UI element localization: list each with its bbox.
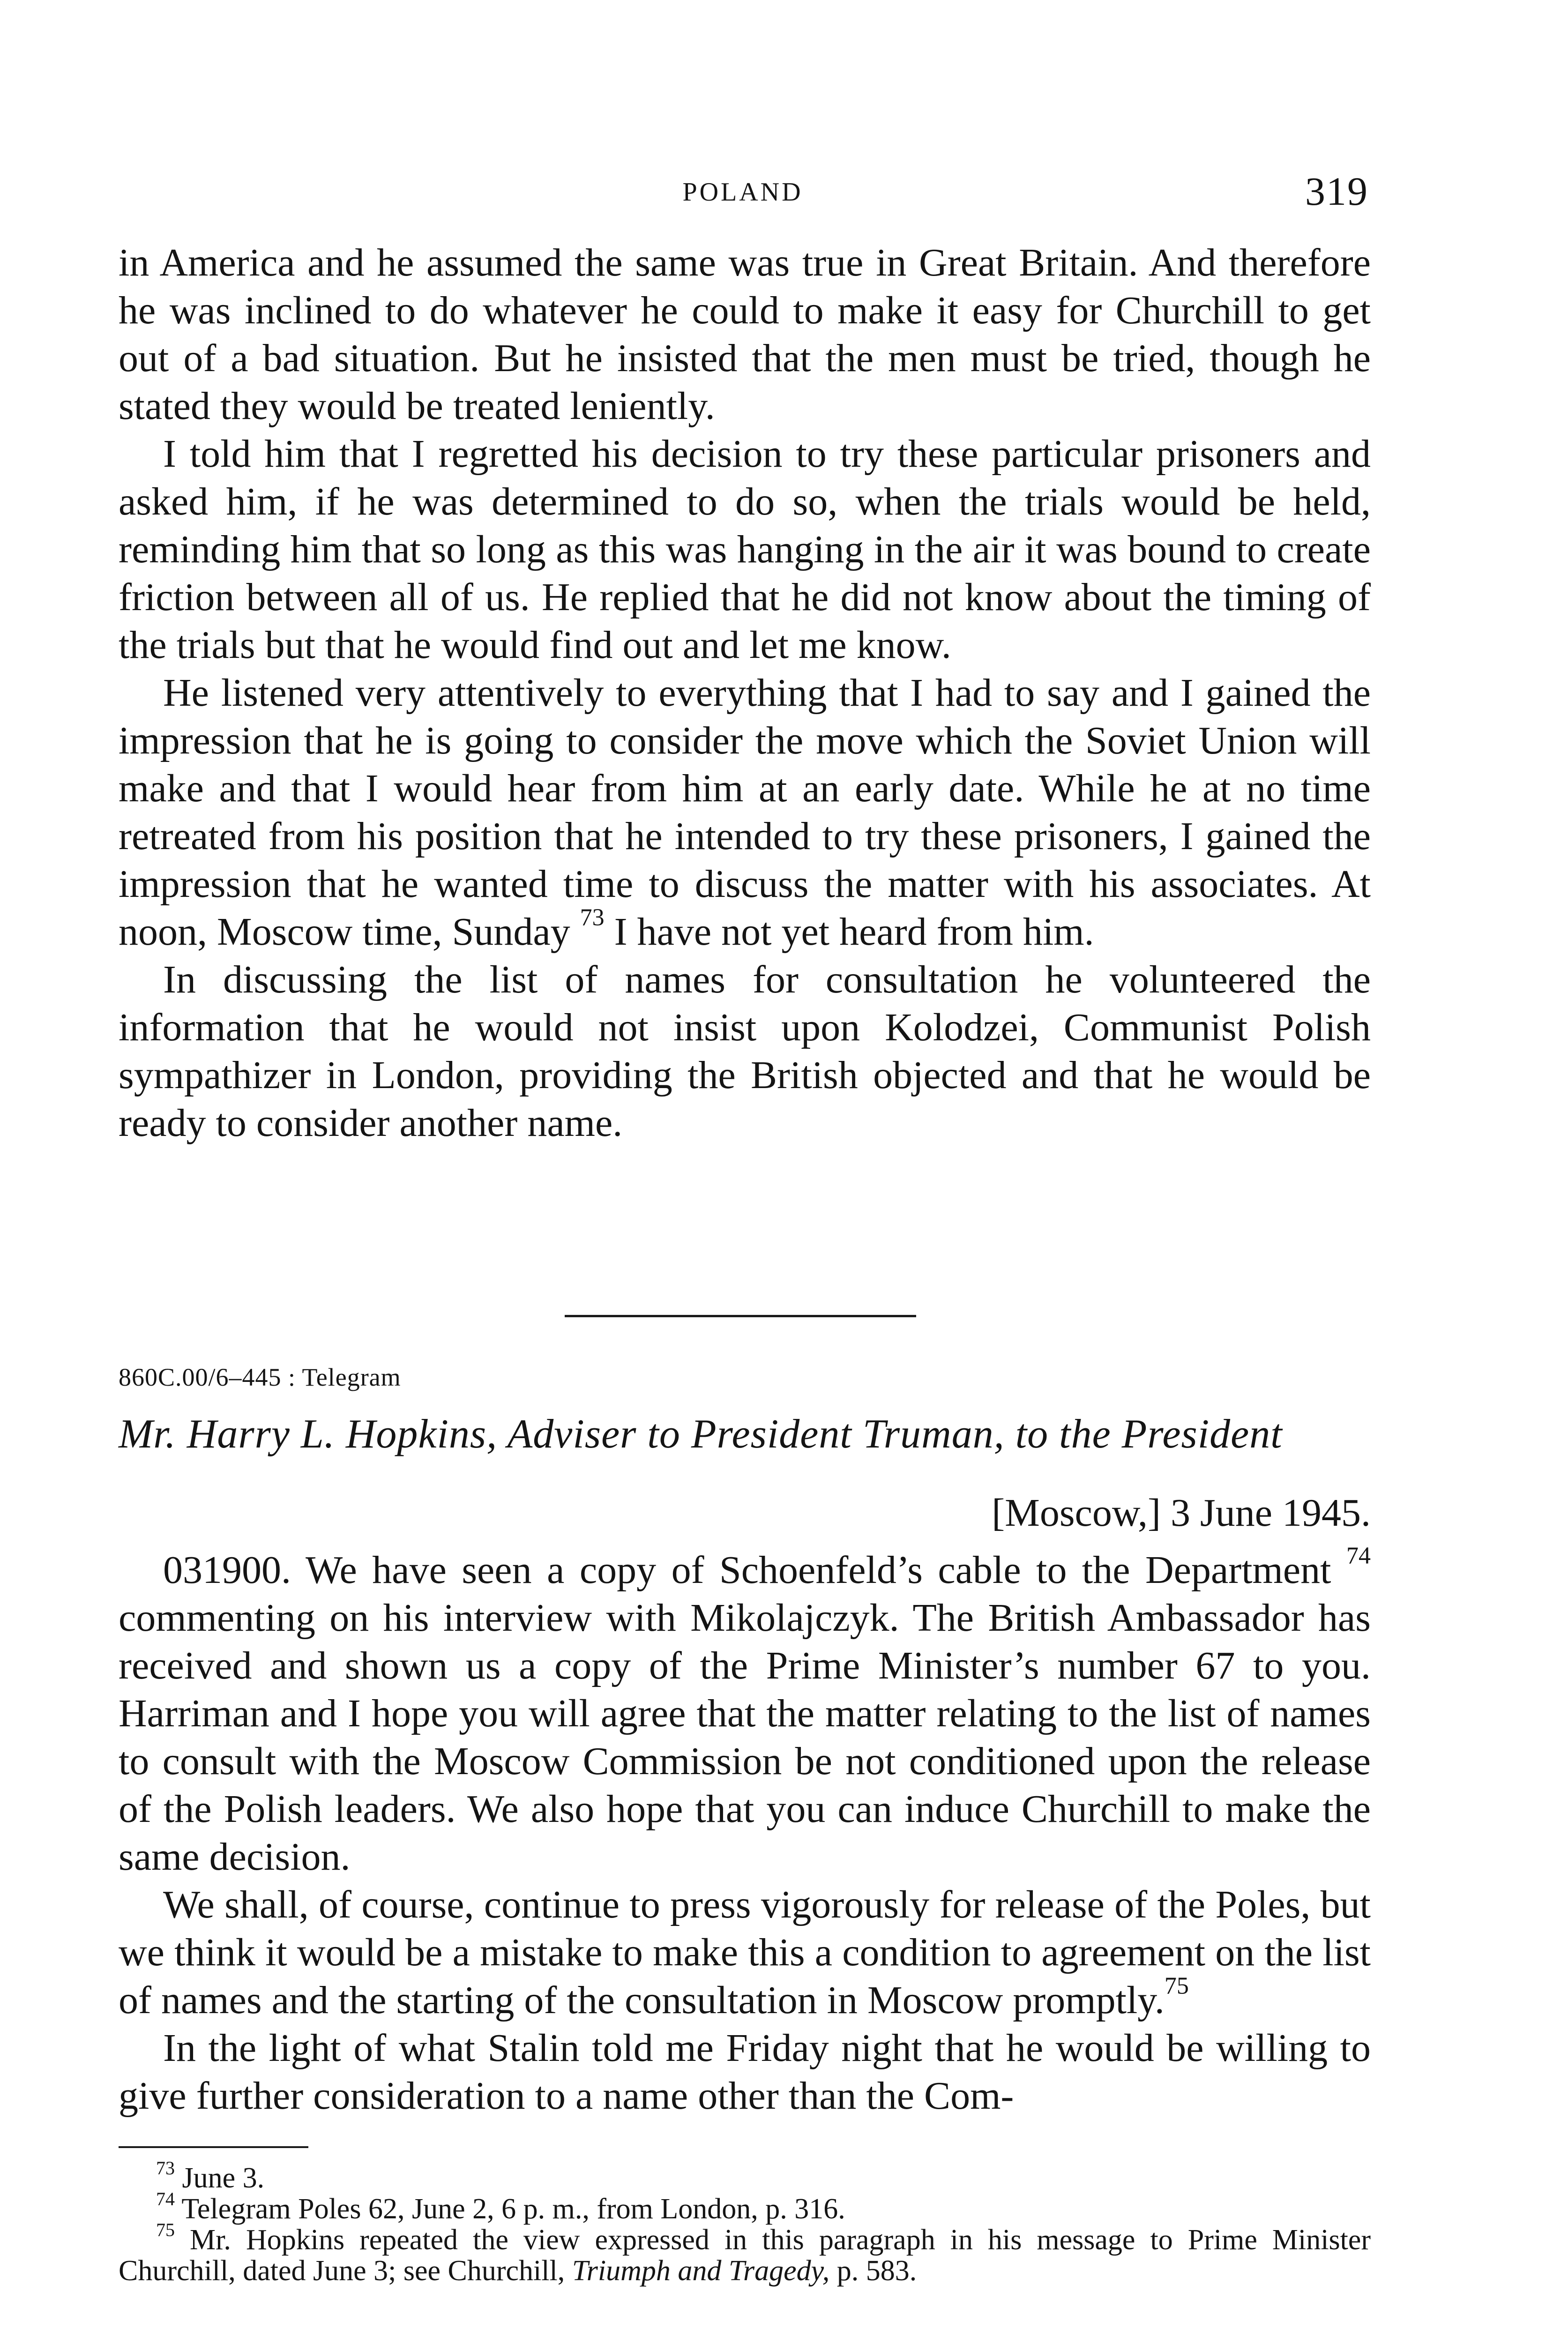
paragraph: In the light of what Stalin told me Friday night that he would be willing to give further consideration to a name other than the Com-	[119, 2026, 1371, 2118]
continued-text	[119, 239, 1371, 1147]
paragraph: I told him that I regretted his decision to try these particular prisoners and asked him, if he was determined to do so, when the trials would be held, reminding him that so long as this was hanging in the air it was bound to create friction between all of us. He replied that he did not know about the timing of the trials but that he would find out and let me know.	[119, 432, 1371, 667]
dateline: [Moscow,] 3 June 1945.	[992, 1491, 1371, 1535]
paragraph: We shall, of course, continue to press vigorously for release of the Poles, but we think it would be a mistake to make this a condition to agreement on the list of names and the starting of the consultation in Moscow promptly.$^{75}$	[119, 1883, 1371, 2022]
footnote-ref: 73	[580, 904, 605, 931]
paragraph: He listened very attentively to everything that I had to say and I gained the impression that he is going to consider the move which the Soviet Union will make and that I would hear from him at an early date. While he at no time retreated from his position that he intended to try these prisoners, I gained the impression that he wanted time to discuss the matter with his associates. At noon, Moscow time, Sunday $^{73}$ I have not yet heard from him.	[119, 671, 1371, 954]
footnote-divider	[119, 2146, 308, 2148]
document-title: Mr. Harry L. Hopkins, Adviser to President Truman, to the President	[119, 1411, 1283, 1457]
footnote: $^{74}$ Telegram Poles 62, June 2, 6 p. m., from London, p. 316.	[156, 2188, 845, 2225]
running-head: POLAND	[682, 178, 803, 207]
page-number: 319	[1305, 169, 1368, 214]
section-divider	[565, 1315, 916, 1317]
footnote: $^{73}$ June 3.	[156, 2157, 265, 2194]
telegram-text	[119, 1542, 1371, 2120]
footnote-ref: 74	[1346, 1542, 1371, 1569]
paragraph: 031900. We have seen a copy of Schoenfeld’s cable to the Department $^{74}$ commenting on his interview with Mikolajczyk. The British Ambassador has received and shown us a copy of the Prime Minister’s number 67 to you. Harriman and I hope you will agree that the matter relating to the list of names to consult with the Moscow Commission be not conditioned upon the release of the Polish leaders. We also hope that you can induce Churchill to make the same decision.	[119, 1542, 1371, 1879]
footnote: $^{75}$ Mr. Hopkins repeated the view expressed in this paragraph in his message to Prime Minister Churchill, dated June 3; see Churchill, Triumph and Tragedy, p. 583.	[119, 2219, 1371, 2287]
document-reference: 860C.00/6–445 : Telegram	[119, 1363, 401, 1391]
page-header	[117, 168, 1368, 224]
footnote-ref: 75	[1164, 1972, 1189, 2000]
footnotes	[119, 2157, 1371, 2287]
paragraph: in America and he assumed the same was true in Great Britain. And therefore he was inclined to do whatever he could to make it easy for Churchill to get out of a bad situation. But he insisted that the men must be tried, though he stated they would be treated leniently.	[119, 241, 1371, 428]
paragraph: In discussing the list of names for consultation he volunteered the information that he would not insist upon Kolodzei, Communist Polish sympathizer in London, providing the British objected and that he would be ready to consider another name.	[119, 958, 1371, 1145]
